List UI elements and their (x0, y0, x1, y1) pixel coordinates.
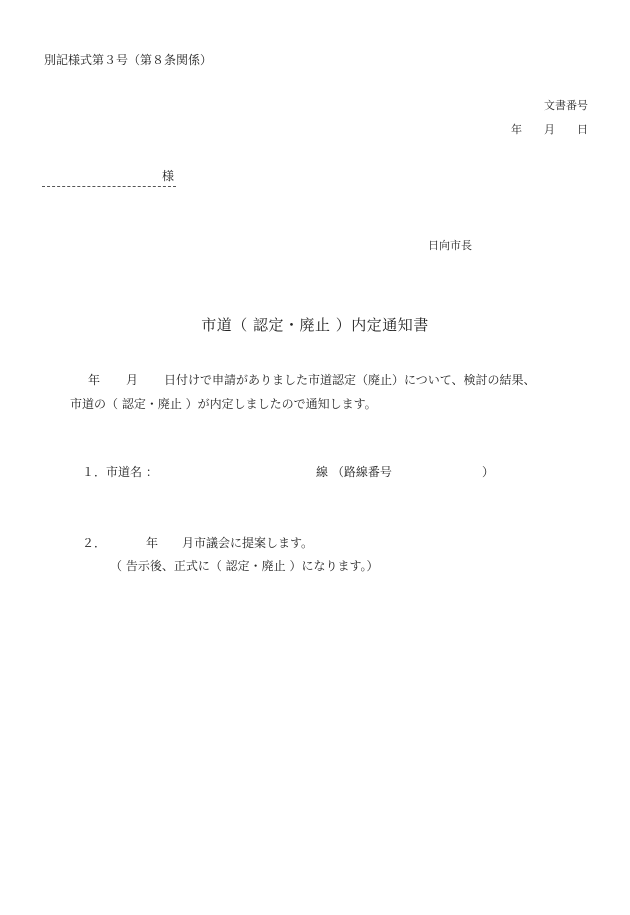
item2-year: 年 (146, 536, 159, 550)
body-line-2: 市道の（ 認定・廃止 ）が内定しましたので通知します。 (70, 397, 377, 411)
date-year: 年 (511, 123, 522, 136)
item2-text: 月市議会に提案します。 (182, 536, 314, 550)
form-label: 別記様式第３号（第８条関係） (44, 53, 213, 67)
item2-label: ２． (82, 536, 107, 550)
document-title: 市道（ 認定・廃止 ）内定通知書 (201, 316, 429, 334)
addressee-line (42, 170, 176, 187)
document-number-label: 文書番号 (544, 99, 588, 112)
body-line1-text: 日付けで申請がありました市道認定（廃止）について、検討の結果、 (164, 373, 536, 387)
date-month: 月 (544, 123, 555, 136)
date-line (511, 124, 588, 135)
item1-close-paren: ） (482, 465, 495, 479)
body-year: 年 (88, 373, 101, 387)
item1-label: １．市道名 ： (82, 465, 158, 479)
addressee-suffix: 様 (161, 169, 174, 183)
item2-note: （ 告示後、正式に（ 認定・廃止 ）になります。） (110, 559, 379, 573)
issuer-name: 日向市長 (428, 239, 472, 252)
body-month: 月 (126, 373, 139, 387)
item1-route-label: 線 （路線番号 (316, 465, 392, 479)
date-day: 日 (577, 123, 588, 136)
body-line-1 (88, 374, 536, 386)
